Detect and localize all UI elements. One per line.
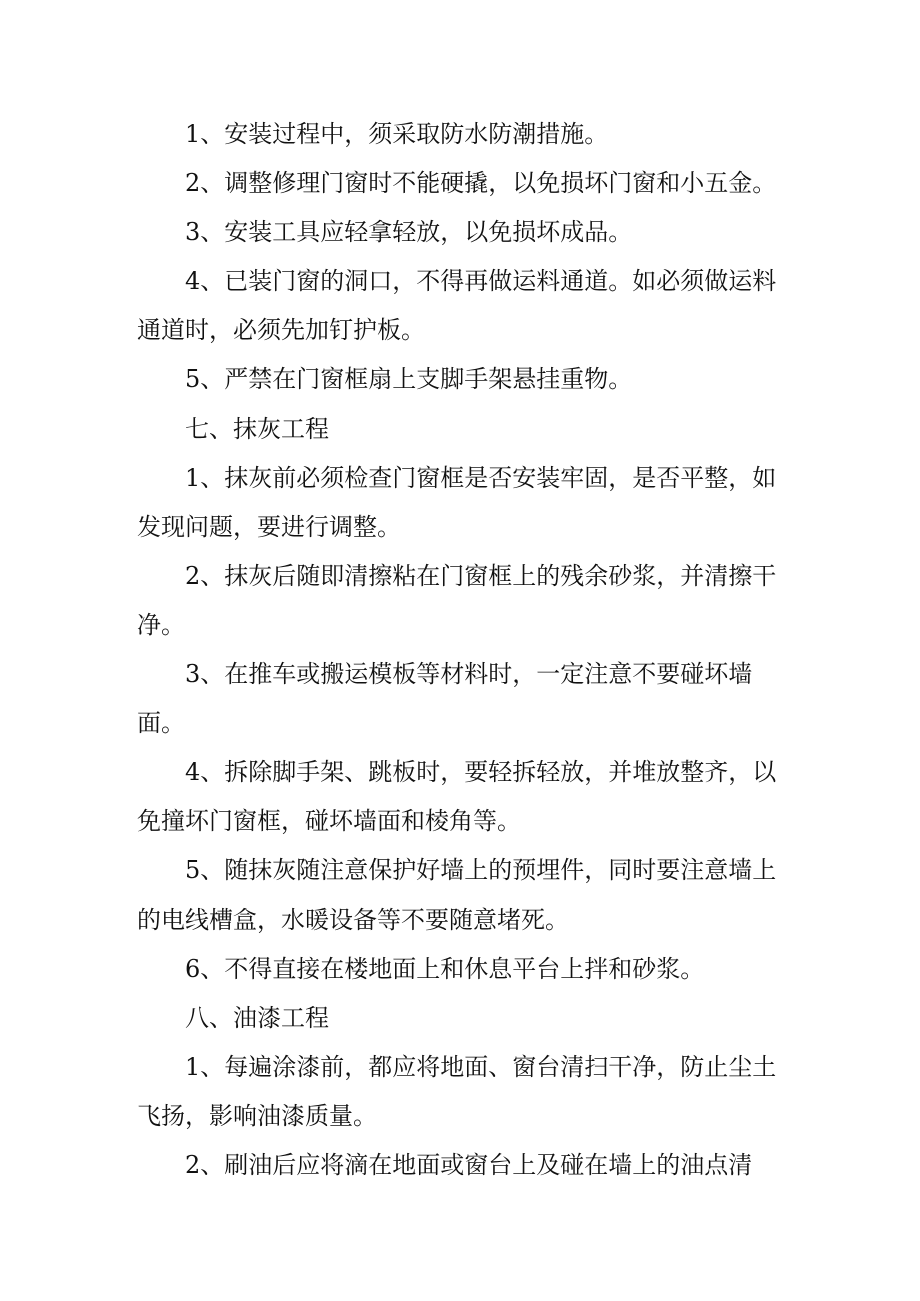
paragraph-7-6: 6、不得直接在楼地面上和休息平台上拌和砂浆。 (185, 954, 705, 983)
paragraph-5: 5、严禁在门窗框扇上支脚手架悬挂重物。 (185, 365, 633, 394)
document-body (137, 110, 787, 1190)
paragraph-3: 3、安装工具应轻拿轻放，以免损坏成品。 (185, 218, 633, 247)
paragraph-2: 2、调整修理门窗时不能硬撬，以免损坏门窗和小五金。 (185, 169, 777, 198)
paragraph-7-3: 3、在推车或搬运模板等材料时，一定注意不要碰坏墙面。 (137, 660, 753, 738)
paragraph-7-5: 5、随抹灰随注意保护好墙上的预埋件，同时要注意墙上的电线槽盒，水暖设备等不要随意堵死。 (137, 856, 777, 934)
section-heading-7: 七、抹灰工程 (185, 414, 329, 443)
paragraph-4: 4、已装门窗的洞口，不得再做运料通道。如必须做运料通道时，必须先加钉护板。 (137, 267, 777, 345)
section-heading-8: 八、油漆工程 (185, 1003, 329, 1032)
paragraph-7-2: 2、抹灰后随即清擦粘在门窗框上的残余砂浆，并清擦干净。 (137, 561, 777, 639)
paragraph-8-2: 2、刷油后应将滴在地面或窗台上及碰在墙上的油点清 (185, 1150, 753, 1179)
paragraph-7-1: 1、抹灰前必须检查门窗框是否安装牢固，是否平整，如发现问题，要进行调整。 (137, 463, 777, 541)
paragraph-7-4: 4、拆除脚手架、跳板时，要轻拆轻放，并堆放整齐，以免撞坏门窗框，碰坏墙面和棱角等。 (137, 758, 777, 836)
paragraph-8-1: 1、每遍涂漆前，都应将地面、窗台清扫干净，防止尘土飞扬，影响油漆质量。 (137, 1052, 777, 1130)
paragraph-1: 1、安装过程中，须采取防水防潮措施。 (185, 120, 609, 148)
